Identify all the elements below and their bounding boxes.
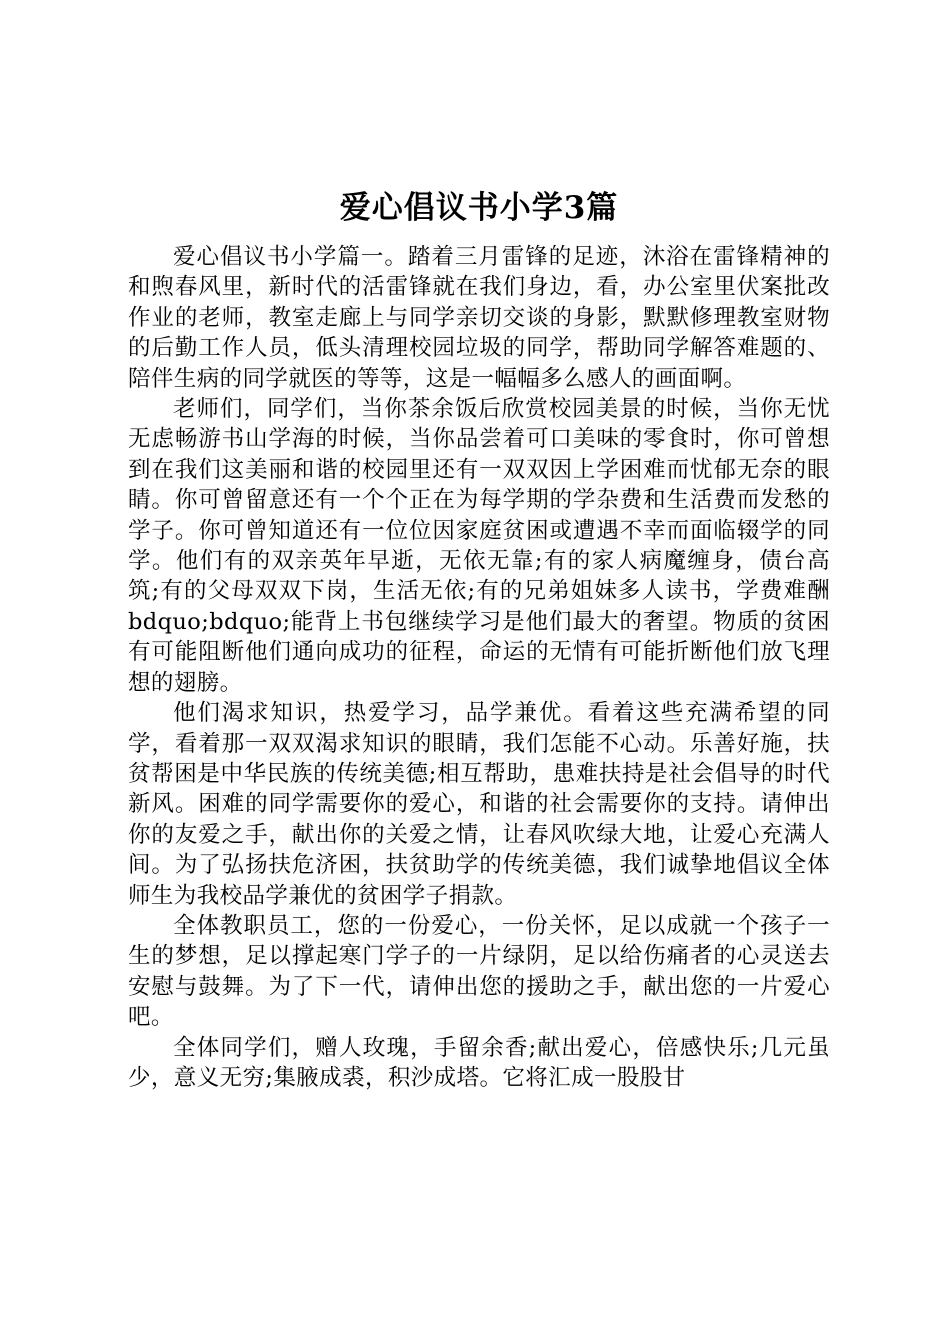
paragraph-1: 爱心倡议书小学篇一。踏着三月雷锋的足迹，沐浴在雷锋精神的和煦春风里，新时代的活雷锋就在我们身边，看，办公室里伏案批改作业的老师，教室走廊上与同学亲切交谈的身影，默默修理教室财物的后勤工作人员，低头清理校园垃圾的同学，帮助同学解答难题的、陪伴生病的同学就医的等等，这是一幅幅多么感人的画面啊。 — [128, 244, 830, 392]
document-title: 爱心倡议书小学3篇 — [339, 190, 619, 226]
paragraph-4: 全体教职员工，您的一份爱心，一份关怀，足以成就一个孩子一生的梦想，足以撑起寒门学子的一片绿阴，足以给伤痛者的心灵送去安慰与鼓舞。为了下一代，请伸出您的援助之手，献出您的一片爱心吧。 — [128, 912, 830, 1031]
paragraph-5: 全体同学们，赠人玫瑰，手留余香;献出爱心，倍感快乐;几元虽少，意义无穷;集腋成裘，积沙成塔。它将汇成一股股甘 — [128, 1034, 830, 1091]
document-page — [128, 186, 830, 1093]
paragraph-2: 老师们，同学们，当你茶余饭后欣赏校园美景的时候，当你无忧无虑畅游书山学海的时候，当你品尝着可口美味的零食时，你可曾想到在我们这美丽和谐的校园里还有一双双因上学困难而忧郁无奈的眼睛。你可曾留意还有一个个正在为每学期的学杂费和生活费而发愁的学子。你可曾知道还有一位位因家庭贫困或遭遇不幸而面临辍学的同学。他们有的双亲英年早逝，无依无靠;有的家人病魔缠身，债台高筑;有的父母双双下岗，生活无依;有的兄弟姐妹多人读书，学费难酬bdquo;bdquo;能背上书包继续学习是他们最大的奢望。物质的贫困有可能阻断他们通向成功的征程，命运的无情有可能折断他们放飞理想的翅膀。 — [128, 396, 830, 696]
paragraph-3: 他们渴求知识，热爱学习，品学兼优。看着这些充满希望的同学，看着那一双双渴求知识的眼睛，我们怎能不心动。乐善好施，扶贫帮困是中华民族的传统美德;相互帮助，患难扶持是社会倡导的时代新风。困难的同学需要你的爱心，和谐的社会需要你的支持。请伸出你的友爱之手，献出你的关爱之情，让春风吹绿大地，让爱心充满人间。为了弘扬扶危济困，扶贫助学的传统美德，我们诚挚地倡议全体师生为我校品学兼优的贫困学子捐款。 — [128, 700, 830, 909]
